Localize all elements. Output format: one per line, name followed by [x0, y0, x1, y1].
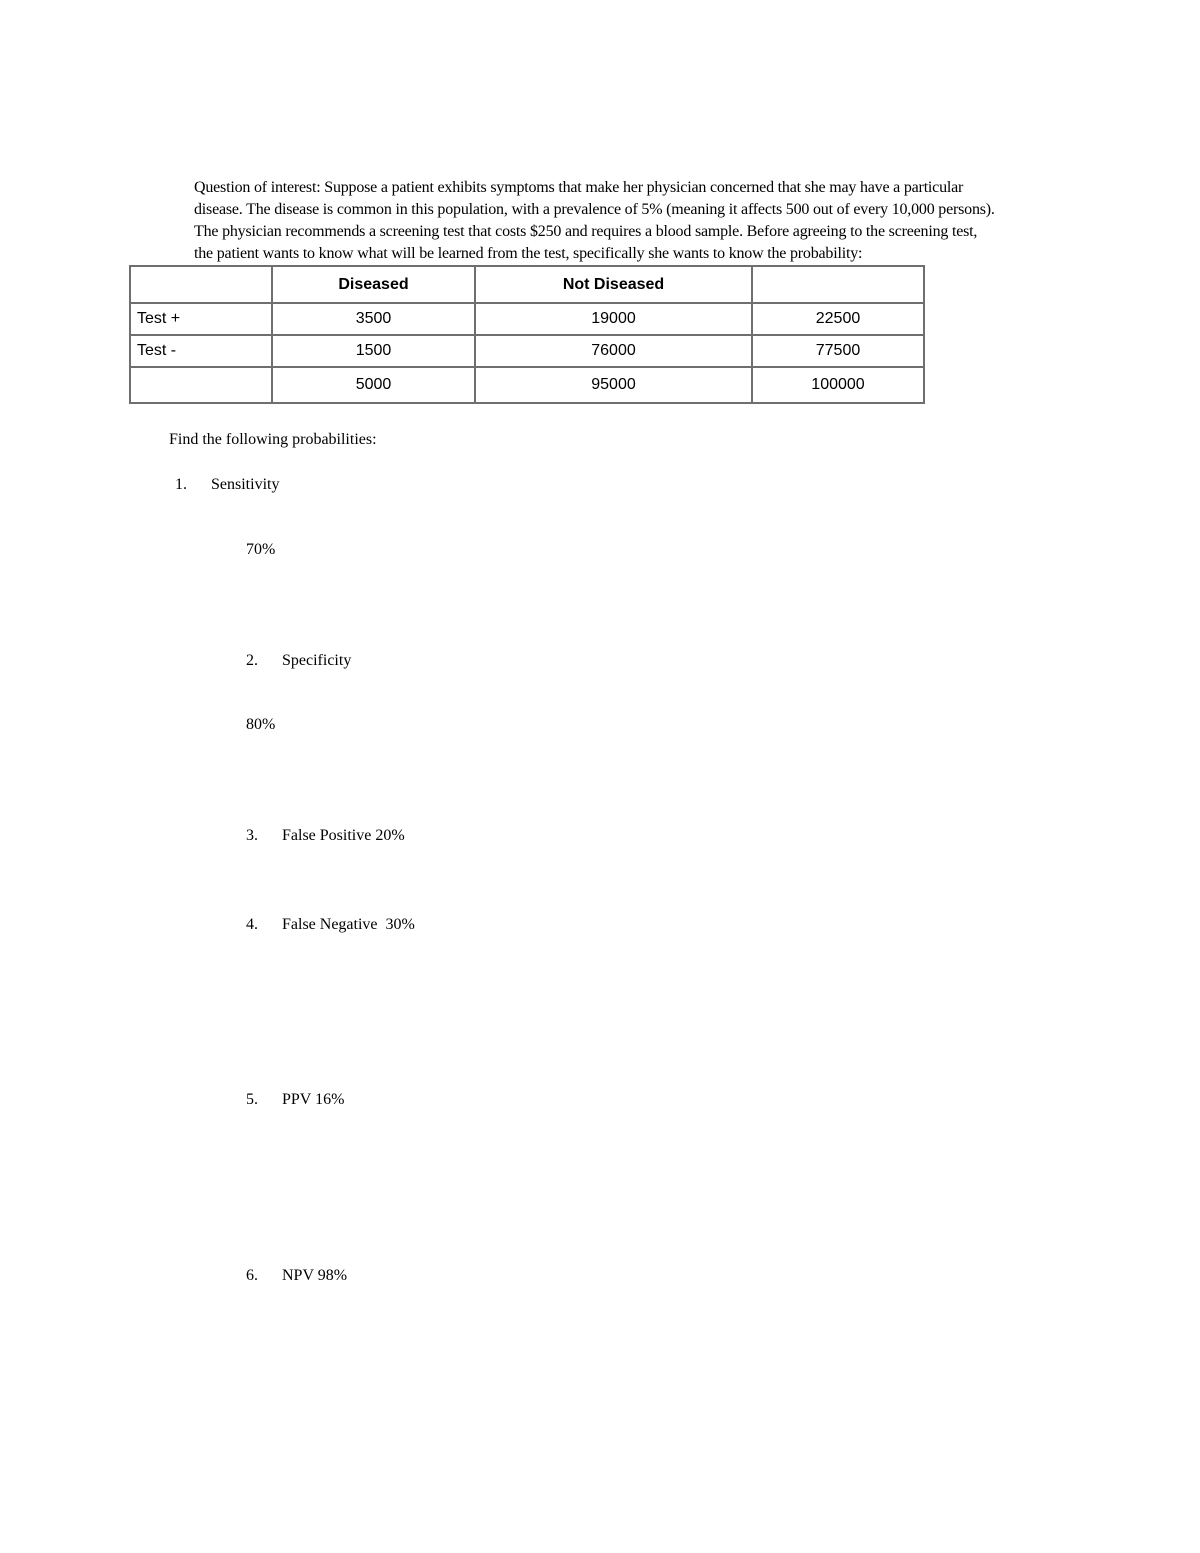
- list-item-false-positive: [246, 826, 405, 846]
- table-cell: 100000: [752, 367, 924, 403]
- list-number: 1.: [175, 476, 187, 493]
- table-row-label: Test -: [130, 335, 272, 367]
- list-item-ppv: [246, 1090, 344, 1110]
- list-label: NPV 98%: [282, 1267, 348, 1284]
- table-row-test-negative: [130, 335, 924, 367]
- table-header-cell: [130, 266, 272, 303]
- question-line: disease. The disease is common in this population, with a prevalence of 5% (meaning it affects 500 out of every 10,000 persons).: [194, 201, 995, 218]
- list-label: PPV 16%: [282, 1091, 345, 1108]
- list-label: Specificity: [282, 652, 352, 669]
- answer-specificity: 80%: [246, 716, 276, 733]
- list-number: 3.: [246, 827, 258, 844]
- table-cell: 3500: [272, 303, 475, 335]
- table-cell: 95000: [475, 367, 752, 403]
- table-row-label: [130, 367, 272, 403]
- list-item-false-negative: [246, 915, 415, 935]
- contingency-table: [129, 265, 925, 404]
- list-item-specificity: [246, 651, 351, 671]
- instructions-text: Find the following probabilities:: [169, 431, 377, 448]
- table-row-totals: [130, 367, 924, 403]
- table-cell: 76000: [475, 335, 752, 367]
- table-header-diseased: Diseased: [272, 266, 475, 303]
- table-cell: 19000: [475, 303, 752, 335]
- list-item-sensitivity: [175, 475, 279, 495]
- table-header-not-diseased: Not Diseased: [475, 266, 752, 303]
- table-cell: 5000: [272, 367, 475, 403]
- list-label: Sensitivity: [211, 476, 280, 493]
- list-label: False Positive 20%: [282, 827, 405, 844]
- table-row-test-positive: [130, 303, 924, 335]
- list-number: 5.: [246, 1091, 258, 1108]
- table-header-row: [130, 266, 924, 303]
- list-number: 6.: [246, 1267, 258, 1284]
- list-label: False Negative 30%: [282, 916, 415, 933]
- question-line: the patient wants to know what will be learned from the test, specifically she wants to know the probability:: [194, 245, 863, 262]
- list-item-npv: [246, 1266, 347, 1286]
- table-header-cell: [752, 266, 924, 303]
- list-number: 2.: [246, 652, 258, 669]
- list-number: 4.: [246, 916, 258, 933]
- question-paragraph: [194, 177, 1074, 265]
- table-cell: 77500: [752, 335, 924, 367]
- question-line: Question of interest: Suppose a patient exhibits symptoms that make her physician concerned that she may have a particular: [194, 179, 964, 196]
- question-line: The physician recommends a screening test that costs $250 and requires a blood sample. Before agreeing to the screening test,: [194, 223, 978, 240]
- table-row-label: Test +: [130, 303, 272, 335]
- table-cell: 1500: [272, 335, 475, 367]
- answer-sensitivity: 70%: [246, 541, 276, 558]
- table-cell: 22500: [752, 303, 924, 335]
